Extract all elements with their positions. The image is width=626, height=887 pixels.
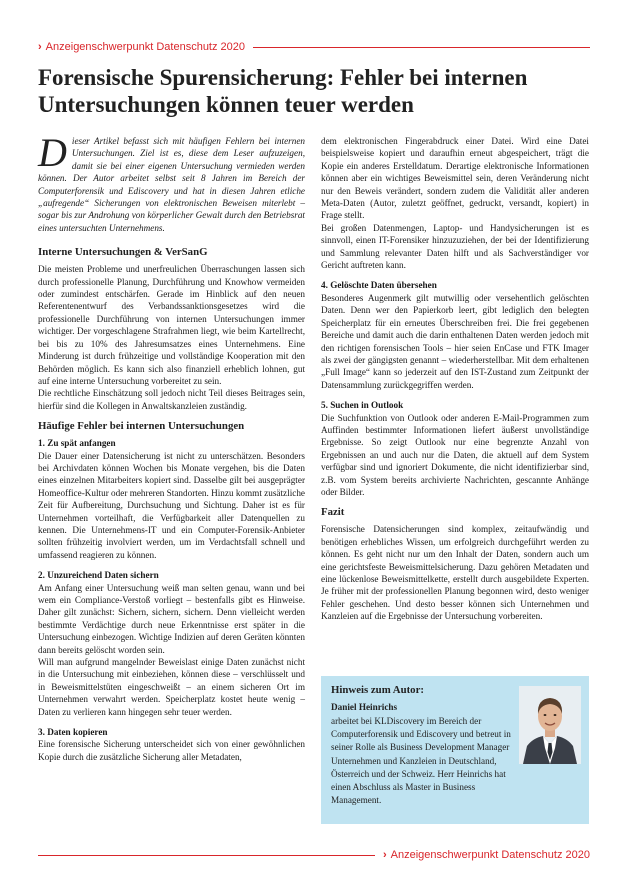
- paragraph: Bei großen Datenmengen, Laptop- und Handysicherungen ist es sinnvoll, einen IT-Forensiker hinzuzuziehen, der bei der Identifizierung und Sammlung relevanter Daten hilft und als Sachverständiger vor Gericht auftreten kann.: [321, 222, 589, 271]
- section-heading-fazit: Fazit: [321, 506, 345, 519]
- lead-paragraph: [38, 130, 305, 234]
- drop-cap: D: [38, 130, 67, 175]
- section-heading-interne-untersuchungen: Interne Untersuchungen & VerSanG: [38, 246, 208, 259]
- chevron-right-icon: ›: [38, 40, 42, 53]
- subheading-daten-kopieren: 3. Daten kopieren: [38, 727, 108, 738]
- paragraph: Eine forensische Sicherung unterscheidet sich von einer gewöhnlichen Kopie durch die zusätzliche Sicherung aller Metadaten,: [38, 739, 305, 762]
- paragraph: Forensische Datensicherungen sind komplex, zeitaufwändig und benötigen erhebliches Wissen, um erfolgreich durchgeführt werden zu können. Es geht nicht nur um den Inhalt der Daten, sondern auch um eine gerichtsfeste Beweismittelsicherung. Dazu gehören Metadaten und eine lückenlose Beweismittelkette, erstellt durch ausgebildete Experten. Je früher mit der professionellen Planung begonnen wird, desto weniger Fehler geschehen. Und desto besser können sich Unternehmen und Kanzleien auf die Ergebnisse der Untersuchung vorbereiten.: [321, 524, 589, 622]
- left-column: [38, 130, 305, 763]
- author-portrait-image: [519, 686, 581, 764]
- page-header: [38, 38, 590, 56]
- paragraph: Will man aufgrund mangelnder Beweislast einige Daten zunächst nicht in die Untersuchung mit einbeziehen, können diese – verschlüsselt und in Beweismittelstüten eingeschweißt – an einem sicheren Ort im Unternehmen verwahrt werden. Speicherplatz kostet heute wenig – Daten zu verlieren kann hingegen sehr teuer werden.: [38, 657, 305, 717]
- author-info-box: [321, 676, 589, 824]
- footer-label: Anzeigenschwerpunkt Datenschutz 2020: [390, 848, 590, 861]
- lead-text: ieser Artikel befasst sich mit häufigen Fehlern bei internen Untersuchungen. Ziel ist es, diese dem Leser aufzuzeigen, damit sie bei einer eigenen Untersuchung vermieden werden können. Der Autor arbeitet selbst seit 8 Jahren im Bereich der Computerforensik und Ediscovery und hat in diesen Jahren etliche „aufregende“ Sicherungen von elektronischen Beweisen miterlebt – sogar bis zur Androhung von körperlicher Gewalt durch den Betriebsrat eines untersuchten Unternehmens.: [38, 136, 305, 233]
- chevron-right-icon: ›: [382, 848, 387, 861]
- subheading-zu-spaet-anfangen: 1. Zu spät anfangen: [38, 438, 116, 449]
- author-bio: arbeitet bei KLDiscovery im Bereich der Computerforensik und Ediscovery und betreut in seiner Rolle als Business Development Manager Unternehmen und Kanzleien in Deutschland, Österreich und der Schweiz. Herr Heinrichs hat einen Abschluss als Master in Business Management.: [331, 716, 511, 806]
- footer-rule: [38, 855, 375, 856]
- header-label: Anzeigenschwerpunkt Datenschutz 2020: [45, 40, 246, 53]
- paragraph: Die meisten Probleme und unerfreulichen Überraschungen lassen sich durch professionelle Planung, Durchführung und Knowhow vermeiden oder zumindest entschärfen. Gerade im Hinblick auf den neuen Referentenentwurf des Verbandssanktionsgesetzes wird die professionelle Durchführung von internen Untersuchungen immer wichtiger. Der vorgeschlagene Strafrahmen liegt, wie beim Kartellrecht, bei bis zu 10% des Jahresumsatzes eines Unternehmens. Eine Minderung ist durch frühzeitige und vollständige Kooperation mit den Behörden möglich. Es kann sich also finanziell erheblich lohnen, gut auf eine interne Untersuchung vorbereitet zu sein.: [38, 264, 305, 386]
- section-heading-haeufige-fehler: Häufige Fehler bei internen Untersuchungen: [38, 420, 245, 433]
- right-column: [321, 135, 589, 623]
- paragraph: Die Dauer einer Datensicherung ist nicht zu unterschätzen. Besonders bei Archivdaten können Wochen bis Monate vergehen, bis die Daten eines einzelnen Mitarbeiters kopiert sind. Dasselbe gilt bei ausgeprägter Homeoffice-Kultur oder mehreren Standorten. Hinzu kommt zusätzliche Zeit für Aufbereitung, Durchsuchung und Sichtung. Daher ist es für Unternehmen vorteilhaft, die Verfügbarkeit aller Datenquellen zu kennen. Die Unternehmens-IT und ein Computer-Forensik-Anbieter sollten frühzeitig involviert werden, um im Verdachtsfall schnell und umfassend reagieren zu können.: [38, 450, 305, 560]
- article-title: Forensische Spurensicherung: Fehler bei internen Untersuchungen können teuer werden: [38, 65, 528, 117]
- paragraph: Die Suchfunktion von Outlook oder anderen E-Mail-Programmen zum Auffinden bestimmter Informationen liefert äußerst unvollständige Ergebnisse. So zeigt Outlook nur eine begrenzte Anzahl von Ergebnissen an und auch nur die Daten, die aktuell auf dem System verfügbar sind und ignoriert Dokumente, die nicht identifizierbar sind, z.B. vom System bereits archivierte Nachrichten, gescannte Anhänge oder Bilder.: [321, 412, 589, 497]
- author-box-heading: Hinweis zum Autor:: [331, 684, 424, 696]
- page-footer: [38, 846, 590, 864]
- paragraph: Besonderes Augenmerk gilt mutwillig oder versehentlich gelöschten Daten. Denn wer den Papierkorb leert, gibt lediglich den belegten Speicherplatz für ein erneutes Überschreiben frei. Die frei gegebenen Bereiche und damit auch die darin enthaltenen Daten werden jedoch mit den richtigen forensischen Tools – hier seien EnCase und FTK Imager als zwei der gängigsten genannt – wiederherstellbar. Mit dem erhaltenen „Full Image“ kann so jederzeit auf den IST-Zustand zum Zeitpunkt der Datensammlung zurückgegriffen werden.: [321, 292, 589, 390]
- paragraph: Am Anfang einer Untersuchung weiß man selten genau, wann und bei wem ein Compliance-Verstoß vorliegt – bestenfalls gibt es Hinweise. Daher gilt zunächst: Sichern, sichern, sichern. Denn vielleicht werden bestimmte Verdächtige durch neue Erkenntnisse erst später in die Untersuchung einbezogen. Wichtige Indizien auf deren Geräten könnten dann bereits gelöscht worden sein.: [38, 582, 305, 655]
- subheading-geloeschte-daten: 4. Gelöschte Daten übersehen: [321, 280, 437, 291]
- author-name: Daniel Heinrichs: [331, 702, 398, 712]
- paragraph: Die rechtliche Einschätzung soll jedoch nicht Teil dieses Beitrages sein, hierfür sind die Kollegen in Anwaltskanzleien zuständig.: [38, 388, 305, 411]
- header-rule: [253, 47, 590, 48]
- portrait-illustration: [519, 686, 581, 764]
- subheading-unzureichend-daten-sichern: 2. Unzureichend Daten sichern: [38, 570, 159, 581]
- subheading-suchen-in-outlook: 5. Suchen in Outlook: [321, 400, 404, 411]
- paragraph: dem elektronischen Fingerabdruck einer Datei. Wird eine Datei beispielsweise kopiert und daraufhin erneut abgespeichert, trägt die Kopie ein anderes Erstelldatum. Derartige elektronische Informationen können aber ein wichtiges Beweismittel sein, deren Veränderung nicht nur den Beweis verändert, sondern zudem die Validität aller anderen Meta-Daten (Autor, zuletzt geöffnet, gedruckt, versandt, kopiert) in Frage stellt.: [321, 136, 589, 221]
